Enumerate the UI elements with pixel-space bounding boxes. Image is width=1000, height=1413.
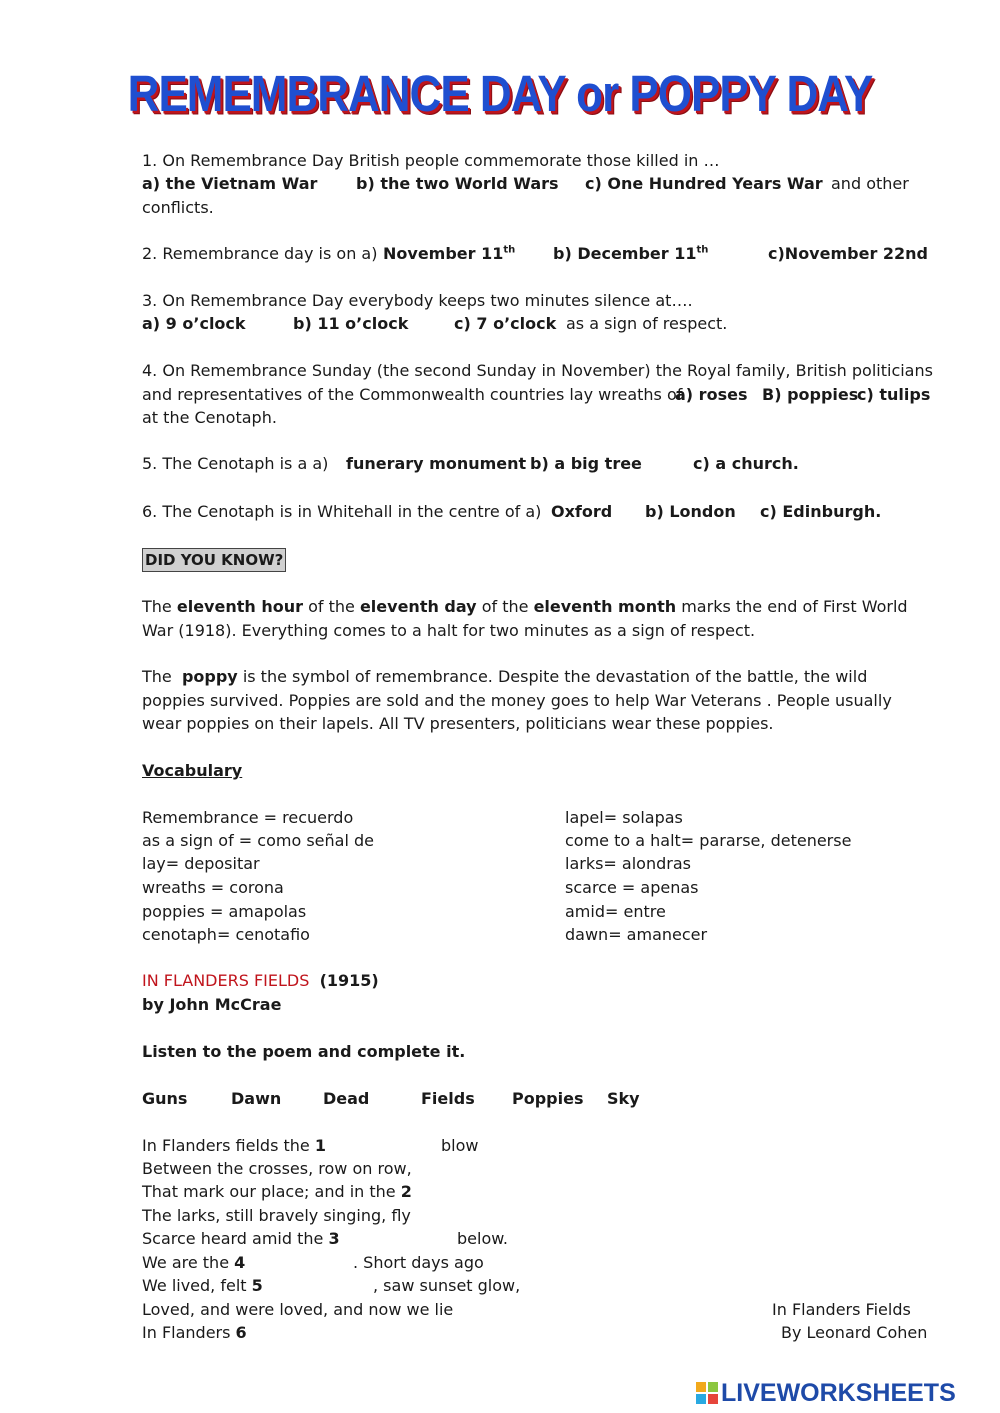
- vocab-left-item: as a sign of = como señal de: [142, 831, 374, 850]
- q4-line3: at the Cenotaph.: [142, 408, 277, 427]
- q3-tail: as a sign of respect.: [566, 314, 728, 333]
- word-bank-item: Dawn: [231, 1089, 282, 1108]
- poem-line: In Flanders 6: [142, 1323, 247, 1342]
- word-bank-item: Poppies: [512, 1089, 584, 1108]
- q6-option-b: b) London: [645, 502, 736, 521]
- q1-option-a: a) the Vietnam War: [142, 174, 318, 193]
- q2-stem: 2. Remembrance day is on a): [142, 244, 378, 263]
- poem-title: IN FLANDERS FIELDS: [142, 971, 310, 990]
- q1-stem: 1. On Remembrance Day British people commemorate those killed in …: [142, 151, 720, 170]
- poem-line: Loved, and were loved, and now we lie: [142, 1300, 454, 1319]
- vocab-right-item: come to a halt= pararse, detenerse: [565, 831, 852, 850]
- poem-line-end: , saw sunset glow,: [373, 1276, 521, 1295]
- poem-line: We lived, felt 5: [142, 1276, 263, 1295]
- page-title: REMEMBRANCE DAY or POPPY DAY: [127, 66, 873, 123]
- vocab-right-item: amid= entre: [565, 902, 666, 921]
- q4-line1: 4. On Remembrance Sunday (the second Sunday in November) the Royal family, British politicians: [142, 361, 933, 380]
- q3-option-b: b) 11 o’clock: [293, 314, 409, 333]
- did-you-know-label: DID YOU KNOW?: [142, 548, 286, 572]
- liveworksheets-logo-text: LIVEWORKSHEETS: [721, 1378, 956, 1407]
- word-bank-item: Sky: [607, 1089, 640, 1108]
- poem-title-line: [142, 969, 379, 992]
- q4-option-c: c) tulips: [857, 385, 931, 404]
- para2-line2: poppies survived. Poppies are sold and the money goes to help War Veterans . People usually: [142, 691, 892, 710]
- q4-line2: and representatives of the Commonwealth countries lay wreaths of: [142, 385, 683, 404]
- q1-option-b: b) the two World Wars: [356, 174, 559, 193]
- word-bank-item: Dead: [323, 1089, 370, 1108]
- q4-option-b: B) poppies: [762, 385, 859, 404]
- para1-line1: The eleventh hour of the eleventh day of the eleventh month marks the end of First World: [142, 597, 908, 616]
- para2-line3: wear poppies on their lapels. All TV presenters, politicians wear these poppies.: [142, 714, 774, 733]
- q1-tail-2: conflicts.: [142, 198, 214, 217]
- vocab-left-item: cenotaph= cenotafio: [142, 925, 310, 944]
- word-bank-item: Fields: [421, 1089, 475, 1108]
- q1-option-c: c) One Hundred Years War: [585, 174, 823, 193]
- poem-line: Between the crosses, row on row,: [142, 1159, 412, 1178]
- q5-stem: 5. The Cenotaph is a a): [142, 454, 329, 473]
- credit-title: In Flanders Fields: [772, 1300, 911, 1319]
- poem-line: Scarce heard amid the 3: [142, 1229, 340, 1248]
- poem-line-end: . Short days ago: [353, 1253, 484, 1272]
- q1-tail: and other: [831, 174, 909, 193]
- q6-option-a: Oxford: [551, 502, 613, 521]
- q2-option-a: November 11th: [383, 244, 516, 263]
- poem-line-end: blow: [441, 1136, 479, 1155]
- poem-line: We are the 4: [142, 1253, 246, 1272]
- vocabulary-heading: Vocabulary: [142, 761, 243, 780]
- para1-line2: War (1918). Everything comes to a halt for two minutes as a sign of respect.: [142, 621, 756, 640]
- q5-option-c: c) a church.: [693, 454, 799, 473]
- vocab-left-item: lay= depositar: [142, 854, 260, 873]
- poem-line-end: below.: [457, 1229, 508, 1248]
- q2-option-c: c)November 22nd: [768, 244, 929, 263]
- para2-line1: The poppy is the symbol of remembrance. Despite the devastation of the battle, the wild: [142, 667, 868, 686]
- word-bank-item: Guns: [142, 1089, 188, 1108]
- q5-option-b: b) a big tree: [530, 454, 642, 473]
- poem-line: That mark our place; and in the 2: [142, 1182, 412, 1201]
- q5-option-a: funerary monument: [346, 454, 527, 473]
- vocab-right-item: larks= alondras: [565, 854, 691, 873]
- vocab-right-item: scarce = apenas: [565, 878, 699, 897]
- poem-line: In Flanders fields the 1: [142, 1136, 326, 1155]
- vocab-left-item: poppies = amapolas: [142, 902, 307, 921]
- poem-year: (1915): [319, 971, 379, 990]
- vocab-right-item: dawn= amanecer: [565, 925, 708, 944]
- vocab-left-item: Remembrance = recuerdo: [142, 808, 354, 827]
- liveworksheets-logo[interactable]: [696, 1378, 956, 1408]
- q2-option-b: b) December 11th: [553, 244, 709, 263]
- q3-option-a: a) 9 o’clock: [142, 314, 246, 333]
- poem-author: by John McCrae: [142, 995, 282, 1014]
- liveworksheets-logo-icon: [696, 1382, 718, 1404]
- poem-line: The larks, still bravely singing, fly: [142, 1206, 411, 1225]
- q6-stem: 6. The Cenotaph is in Whitehall in the centre of a): [142, 502, 542, 521]
- poem-instruction: Listen to the poem and complete it.: [142, 1042, 466, 1061]
- vocab-right-item: lapel= solapas: [565, 808, 683, 827]
- vocab-left-item: wreaths = corona: [142, 878, 284, 897]
- q3-stem: 3. On Remembrance Day everybody keeps two minutes silence at….: [142, 291, 693, 310]
- q6-option-c: c) Edinburgh.: [760, 502, 882, 521]
- credit-author: By Leonard Cohen: [781, 1323, 928, 1342]
- q4-option-a: a) roses: [675, 385, 748, 404]
- q3-option-c: c) 7 o’clock: [454, 314, 557, 333]
